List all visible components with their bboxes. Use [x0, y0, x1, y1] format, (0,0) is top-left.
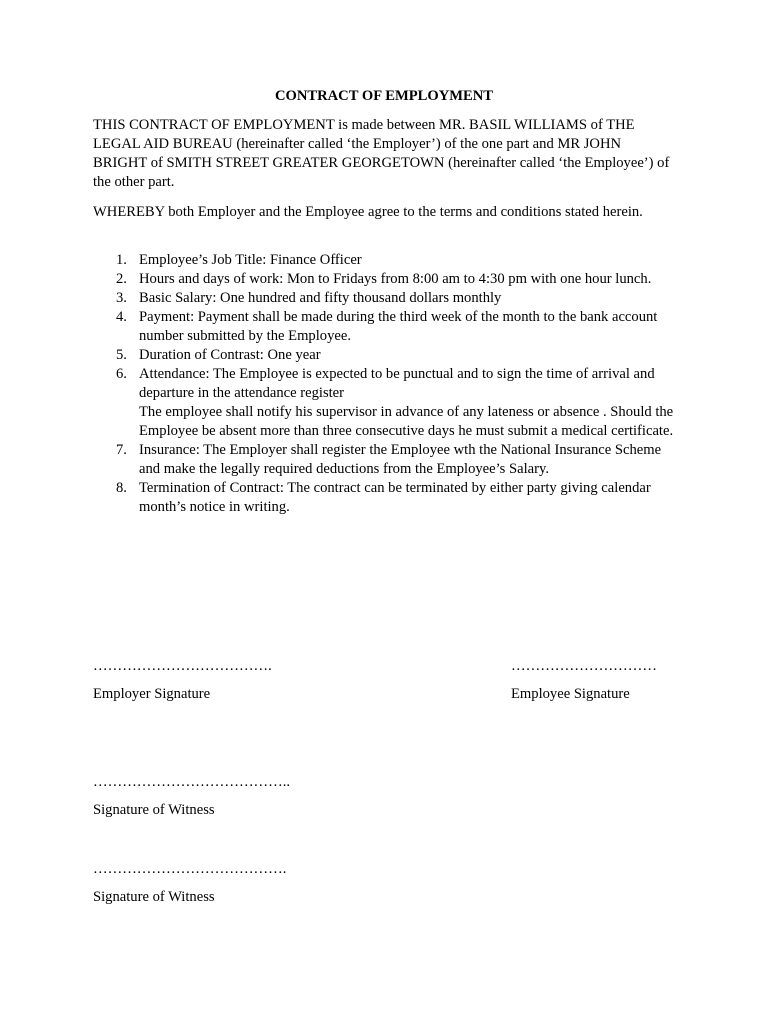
employee-signature-line: …………………………	[511, 658, 657, 674]
term-item	[93, 270, 678, 289]
intro-paragraph: THIS CONTRACT OF EMPLOYMENT is made between MR. BASIL WILLIAMS of THE LEGAL AID BUREAU (hereinafter called ‘the Employer’) of the one part and MR JOHN BRIGHT of SMITH STREET GREATER GEORGETOWN (hereinafter called ‘the Employee’) of the other part.	[93, 117, 670, 190]
term-item	[93, 479, 678, 517]
witness-1-signature-label: Signature of Witness	[93, 802, 215, 818]
term-text: Payment: Payment shall be made during the third week of the month to the bank account number submitted by the Employee.	[139, 309, 658, 344]
witness-2-signature-label: Signature of Witness	[93, 889, 215, 905]
witness-2-signature-line: ………………………………….	[93, 861, 287, 877]
term-text: Attendance: The Employee is expected to be punctual and to sign the time of arrival and departure in the attendance register	[139, 366, 655, 401]
term-text: Duration of Contrast: One year	[139, 347, 321, 363]
term-number: 7.	[116, 442, 127, 458]
term-number: 6.	[116, 366, 127, 382]
employee-signature-label: Employee Signature	[511, 686, 630, 702]
employer-signature-line: ……………………………….	[93, 658, 272, 674]
term-item	[93, 441, 678, 479]
term-number: 3.	[116, 290, 127, 306]
term-number: 5.	[116, 347, 127, 363]
term-item	[93, 346, 678, 365]
witness-1-signature-line: …………………………………..	[93, 774, 291, 790]
term-text: Basic Salary: One hundred and fifty thousand dollars monthly	[139, 290, 502, 306]
term-item	[93, 251, 678, 270]
terms-list	[93, 251, 678, 517]
employer-signature-label: Employer Signature	[93, 686, 211, 702]
term-text: Termination of Contract: The contract can be terminated by either party giving calendar month’s notice in writing.	[139, 480, 651, 515]
term-number: 2.	[116, 271, 127, 287]
term-number: 1.	[116, 252, 127, 268]
whereby-paragraph: WHEREBY both Employer and the Employee agree to the terms and conditions stated herein.	[93, 204, 643, 220]
term-item	[93, 289, 678, 308]
term-item	[93, 365, 678, 441]
term-text: Employee’s Job Title: Finance Officer	[139, 252, 362, 268]
document-title: CONTRACT OF EMPLOYMENT	[274, 88, 494, 104]
term-text: Hours and days of work: Mon to Fridays from 8:00 am to 4:30 pm with one hour lunch.	[139, 271, 652, 287]
term-number: 8.	[116, 480, 127, 496]
term-number: 4.	[116, 309, 127, 325]
term-text: Insurance: The Employer shall register the Employee wth the National Insurance Scheme and make the legally required deductions from the Employee’s Salary.	[139, 442, 662, 477]
term-item	[93, 308, 678, 346]
term-extra-text: The employee shall notify his supervisor in advance of any lateness or absence . Should the Employee be absent more than three consecutive days he must submit a medical certificate.	[139, 404, 674, 439]
